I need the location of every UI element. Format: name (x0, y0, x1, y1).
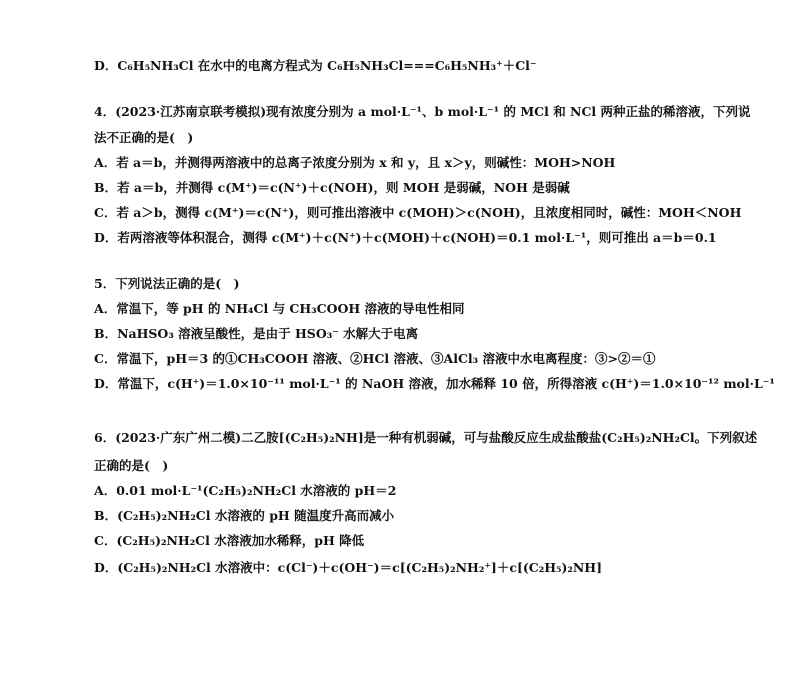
q3-option-d: D．C₆H₅NH₃Cl 在水中的电离方程式为 C₆H₅NH₃Cl===C₆H₅NH₃⁺＋Cl⁻ (94, 58, 537, 73)
q5-option-d: D．常温下，c(H⁺)＝1.0×10⁻¹¹ mol·L⁻¹ 的 NaOH 溶液，加水稀释 10 倍，所得溶液 c(H⁺)＝1.0×10⁻¹² mol·L⁻¹ (94, 376, 775, 391)
q6-stem-line-2: 正确的是( ) (94, 458, 169, 473)
q4-option-b: B．若 a＝b，并测得 c(M⁺)＝c(N⁺)＋c(NOH)，则 MOH 是弱碱，NOH 是弱碱 (94, 180, 570, 195)
q4-stem-line-2: 法不正确的是( ) (94, 130, 194, 145)
q6-option-a: A．0.01 mol·L⁻¹(C₂H₅)₂NH₂Cl 水溶液的 pH＝2 (94, 483, 397, 498)
q6-option-d: D．(C₂H₅)₂NH₂Cl 水溶液中：c(Cl⁻)＋c(OH⁻)＝c[(C₂H₅)₂NH₂⁺]＋c[(C₂H₅)₂NH] (94, 560, 603, 575)
q6-stem-line-1: 6．(2023·广东广州二模)二乙胺[(C₂H₅)₂NH]是一种有机弱碱，可与盐酸反应生成盐酸盐(C₂H₅)₂NH₂Cl。下列叙述 (94, 430, 758, 445)
q4-option-a: A．若 a＝b，并测得两溶液中的总离子浓度分别为 x 和 y，且 x＞y，则碱性：MOH>NOH (94, 155, 616, 170)
q4-option-c: C．若 a＞b，测得 c(M⁺)＝c(N⁺)，则可推出溶液中 c(MOH)＞c(NOH)，且浓度相同时，碱性：MOH＜NOH (94, 205, 742, 220)
q5-option-a: A．常温下，等 pH 的 NH₄Cl 与 CH₃COOH 溶液的导电性相同 (94, 301, 465, 316)
q5-stem: 5．下列说法正确的是( ) (94, 276, 240, 291)
q6-option-b: B．(C₂H₅)₂NH₂Cl 水溶液的 pH 随温度升高而减小 (94, 508, 395, 523)
q4-option-d: D．若两溶液等体积混合，测得 c(M⁺)＋c(N⁺)＋c(MOH)＋c(NOH)＝0.1 mol·L⁻¹，则可推出 a＝b＝0.1 (94, 230, 717, 245)
q4-stem-line-1: 4．(2023·江苏南京联考模拟)现有浓度分别为 a mol·L⁻¹、b mol·L⁻¹ 的 MCl 和 NCl 两种正盐的稀溶液，下列说 (94, 104, 751, 119)
q5-option-c: C．常温下，pH＝3 的①CH₃COOH 溶液、②HCl 溶液、③AlCl₃ 溶液中水电离程度：③>②＝① (94, 351, 656, 366)
q6-option-c: C．(C₂H₅)₂NH₂Cl 水溶液加水稀释，pH 降低 (94, 533, 365, 548)
q5-option-b: B．NaHSO₃ 溶液呈酸性，是由于 HSO₃⁻ 水解大于电离 (94, 326, 419, 341)
